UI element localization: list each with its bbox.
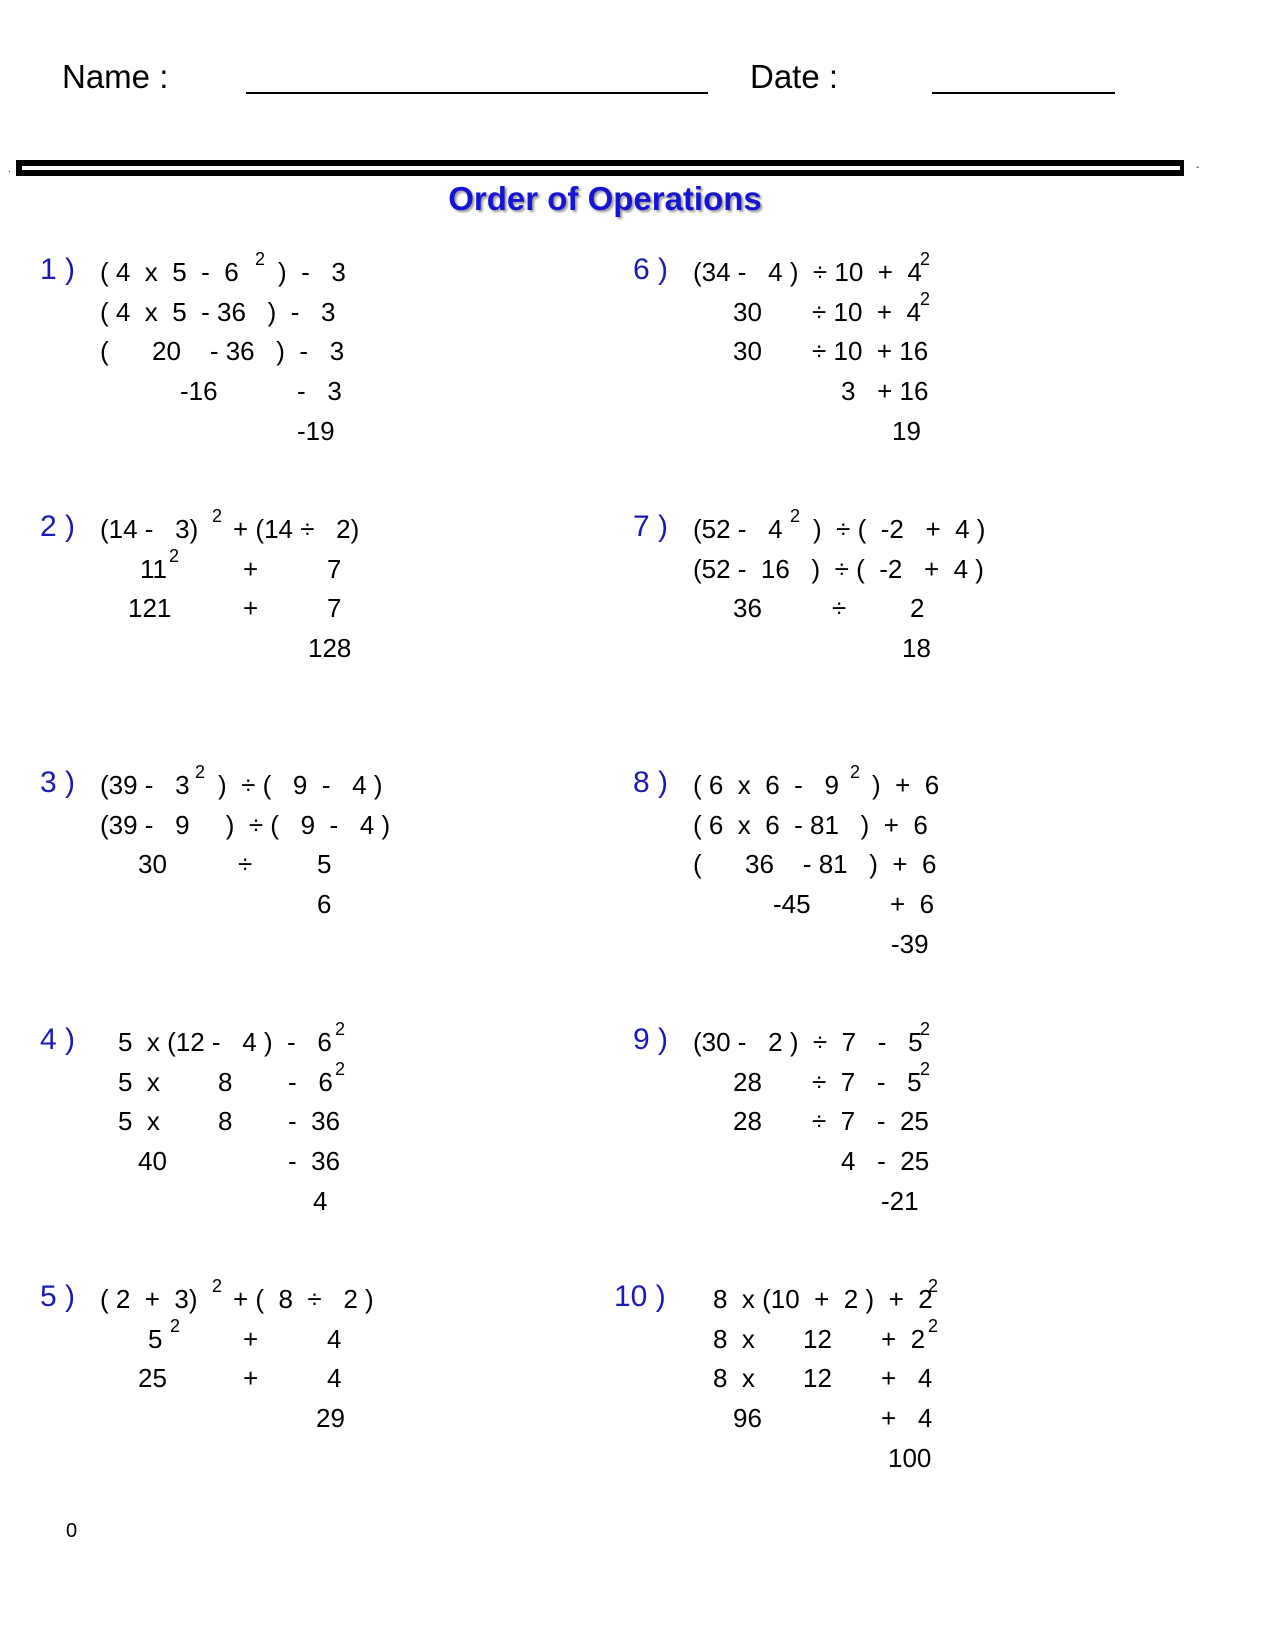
step-token: 12	[803, 1323, 832, 1354]
answer-value: 6	[317, 889, 332, 920]
step-token: ÷ 7 - 25	[812, 1106, 929, 1137]
step-token: + 4	[881, 1363, 933, 1394]
exponent: 2	[850, 762, 861, 782]
step-token: ( 2 + 3)	[100, 1284, 198, 1314]
step-token: ÷	[832, 593, 847, 624]
step-token: +	[243, 1323, 259, 1354]
step-token: (39 - 3	[100, 770, 190, 800]
step-token: 12	[803, 1363, 832, 1394]
exponent: 2	[335, 1058, 346, 1079]
answer-value: -39	[891, 928, 929, 959]
step-token: 8 x	[713, 1363, 755, 1394]
exponent: 2	[255, 249, 266, 269]
answer-value: 29	[316, 1403, 345, 1434]
margin-dash: -	[1196, 162, 1200, 173]
step-token: + 6	[890, 889, 935, 920]
step-token: + (14 ÷ 2)	[233, 514, 360, 544]
step-token: (39 - 9 ) ÷ ( 9 - 4 )	[100, 809, 391, 840]
step-token: 3 + 16	[841, 376, 929, 407]
step-token: ) ÷ ( 9 - 4 )	[218, 770, 383, 800]
step-token: ÷ 7 - 5	[812, 1066, 922, 1097]
exponent: 2	[928, 1276, 939, 1296]
step-token: 7	[327, 553, 342, 584]
problem-number: 2 )	[40, 510, 76, 543]
step-token: +	[243, 1363, 259, 1394]
step-token: 2	[910, 593, 925, 624]
double-rule-inner	[22, 166, 1180, 170]
problem-number: 5 )	[40, 1280, 76, 1313]
problem-number: 1 )	[40, 253, 76, 286]
problem-number: 9 )	[633, 1023, 669, 1056]
step-token: 40	[138, 1146, 167, 1177]
step-token: (30 - 2 ) ÷ 7 - 5	[693, 1027, 923, 1057]
step-token: (14 - 3)	[100, 514, 199, 544]
answer-value: 19	[892, 415, 921, 446]
exponent: 2	[790, 506, 801, 526]
step-token: ÷ 10 + 16	[812, 336, 929, 367]
step-token: -16	[180, 376, 218, 407]
exponent: 2	[212, 1276, 223, 1296]
step-token: 5	[148, 1323, 163, 1354]
step-token: ) ÷ ( -2 + 4 )	[813, 514, 986, 544]
step-token: 30	[138, 849, 167, 880]
exponent: 2	[920, 1019, 931, 1039]
step-token: 30	[733, 296, 762, 327]
problem-number: 3 )	[40, 766, 76, 799]
step-token: 28	[733, 1066, 762, 1097]
exponent: 2	[170, 1315, 181, 1336]
step-token: 5	[317, 849, 332, 880]
step-token: (34 - 4 ) ÷ 10 + 4	[693, 257, 922, 287]
step-token: +	[243, 593, 259, 624]
step-token: 36	[733, 593, 762, 624]
step-token: + 4	[881, 1403, 933, 1434]
name-field-line[interactable]	[246, 92, 708, 94]
answer-value: -19	[297, 415, 335, 446]
answer-value: 100	[888, 1442, 932, 1473]
date-field-line[interactable]	[932, 92, 1115, 94]
exponent: 2	[920, 1058, 931, 1079]
exponent: 2	[920, 288, 931, 309]
problem-number: 7 )	[633, 510, 669, 543]
step-token: + ( 8 ÷ 2 )	[233, 1284, 374, 1314]
date-label: Date :	[750, 58, 839, 95]
exponent: 2	[928, 1315, 939, 1336]
step-token: 5 x (12 - 4 ) - 6	[118, 1027, 332, 1057]
step-token: 28	[733, 1106, 762, 1137]
step-token: 8 x (10 + 2 ) + 2	[713, 1284, 933, 1314]
step-token: ( 4 x 5 - 36 ) - 3	[100, 296, 336, 327]
answer-value: -21	[881, 1185, 919, 1216]
step-token: 7	[327, 593, 342, 624]
step-token: (52 - 4	[693, 514, 783, 544]
name-label: Name :	[62, 58, 169, 95]
step-token: +	[243, 553, 259, 584]
step-token: 4	[327, 1323, 342, 1354]
step-token: -45	[773, 889, 811, 920]
step-token: 4 - 25	[841, 1146, 930, 1177]
step-token: 121	[128, 593, 172, 624]
step-token: 8	[218, 1066, 233, 1097]
step-token: ( 20 - 36 ) - 3	[100, 336, 345, 367]
step-token: ( 6 x 6 - 81 ) + 6	[693, 809, 928, 840]
step-token: ÷	[238, 849, 253, 880]
step-token: - 36	[288, 1106, 341, 1137]
answer-value: 128	[308, 633, 352, 664]
step-token: - 36	[288, 1146, 341, 1177]
worksheet-title: Order of Operations	[448, 180, 762, 217]
step-token: ( 36 - 81 ) + 6	[693, 849, 937, 880]
step-token: ) + 6	[872, 770, 940, 800]
step-token: 5 x	[118, 1106, 160, 1137]
step-token: - 3	[297, 376, 342, 407]
exponent: 2	[212, 506, 223, 526]
step-token: 8	[218, 1106, 233, 1137]
step-token: 11	[140, 553, 167, 584]
exponent: 2	[195, 762, 206, 782]
page-number: 0	[66, 1520, 78, 1542]
step-token: 8 x	[713, 1323, 755, 1354]
problem-number: 6 )	[633, 253, 669, 286]
exponent: 2	[335, 1019, 346, 1039]
step-token: - 6	[288, 1066, 333, 1097]
answer-value: 4	[313, 1185, 328, 1216]
step-token: 25	[138, 1363, 167, 1394]
exponent: 2	[920, 249, 931, 269]
step-token: ( 4 x 5 - 6	[100, 257, 239, 287]
exponent: 2	[169, 545, 180, 566]
problem-number: 4 )	[40, 1023, 76, 1056]
step-token: 4	[327, 1363, 342, 1394]
step-token: (52 - 16 ) ÷ ( -2 + 4 )	[693, 553, 984, 584]
problem-number: 8 )	[633, 766, 669, 799]
step-token: 5 x	[118, 1066, 160, 1097]
step-token: ÷ 10 + 4	[812, 296, 921, 327]
step-token: + 2	[881, 1323, 926, 1354]
answer-value: 18	[902, 633, 931, 664]
margin-dot: .	[8, 164, 11, 175]
step-token: 96	[733, 1403, 762, 1434]
step-token: 30	[733, 336, 762, 367]
step-token: ( 6 x 6 - 9	[693, 770, 839, 800]
problem-number: 10 )	[614, 1280, 666, 1313]
step-token: ) - 3	[278, 257, 346, 287]
